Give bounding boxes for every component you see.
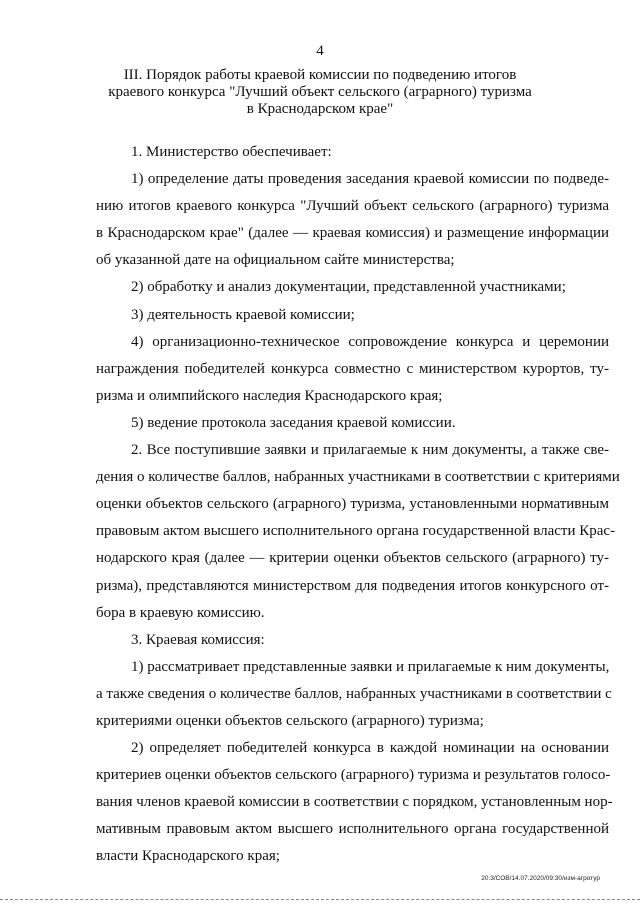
text-line: 2) обработку и анализ документации, представленной участниками; [131, 279, 566, 296]
text-line: 2. Все поступившие заявки и прилагаемые к ним документы, а также све- [131, 442, 609, 459]
text-line: оценки объектов сельского (аграрного) туризма, установленными нормативным [96, 496, 609, 513]
heading-line: краевого конкурса "Лучший объект сельского (аграрного) туризма [108, 84, 532, 100]
document-footer-code: 20.3/СОВ/14.07.2020/09:30/изм-агротур [481, 875, 600, 882]
text-line: дения о количестве баллов, набранных участниками в соответствии с критериями [96, 469, 620, 486]
text-line: ризма и олимпийского наследия Краснодарского края; [96, 387, 443, 404]
text-line: 1) рассматривает представленные заявки и прилагаемые к ним документы, [131, 658, 610, 675]
text-line: об указанной дате на официальном сайте министерства; [96, 252, 455, 269]
page-bottom-divider [0, 899, 640, 900]
text-line: а также сведения о количестве баллов, набранных участниками в соответствии с [96, 685, 612, 702]
text-line: 3. Краевая комиссия: [131, 631, 265, 648]
text-line: правовым актом высшего исполнительного органа государственной власти Крас- [96, 523, 616, 540]
document-body [96, 139, 620, 871]
text-line: нию итогов краевого конкурса "Лучший объект сельского (аграрного) туризма [96, 198, 609, 215]
heading-line: III. Порядок работы краевой комиссии по подведению итогов [123, 67, 517, 83]
text-line: 1) определение даты проведения заседания краевой комиссии по подведе- [131, 171, 609, 188]
page-number: 4 [316, 43, 324, 59]
text-line: 4) организационно-техническое сопровождение конкурса и церемонии [131, 333, 609, 350]
text-line: критериями оценки объектов сельского (аграрного) туризма; [96, 712, 484, 729]
text-line: критериев оценки объектов сельского (аграрного) туризма и результатов голосо- [96, 767, 611, 784]
text-line: власти Краснодарского края; [96, 848, 280, 865]
text-line: нодарского края (далее — критерии оценки объектов сельского (аграрного) ту- [96, 550, 609, 567]
text-line: 1. Министерство обеспечивает: [131, 144, 332, 160]
heading-line: в Краснодарском крае" [246, 101, 394, 117]
text-line: в Краснодарском крае" (далее — краевая комиссия) и размещение информации [96, 225, 609, 242]
text-line: вания членов краевой комиссии в соответствии с порядком, установленным нор- [96, 794, 613, 811]
text-line: 3) деятельность краевой комиссии; [131, 306, 355, 323]
text-line: награждения победителей конкурса совместно с министерством курортов, ту- [96, 360, 609, 377]
text-line: 2) определяет победителей конкурса в каждой номинации на основании [131, 740, 609, 757]
section-heading [60, 67, 580, 118]
text-line: бора в краевую комиссию. [96, 604, 265, 621]
text-line: мативным правовым актом высшего исполнительного органа государственной [96, 821, 609, 838]
text-line: ризма), представляются министерством для подведения итогов конкурсного от- [96, 577, 609, 594]
text-line: 5) ведение протокола заседания краевой комиссии. [131, 414, 456, 431]
